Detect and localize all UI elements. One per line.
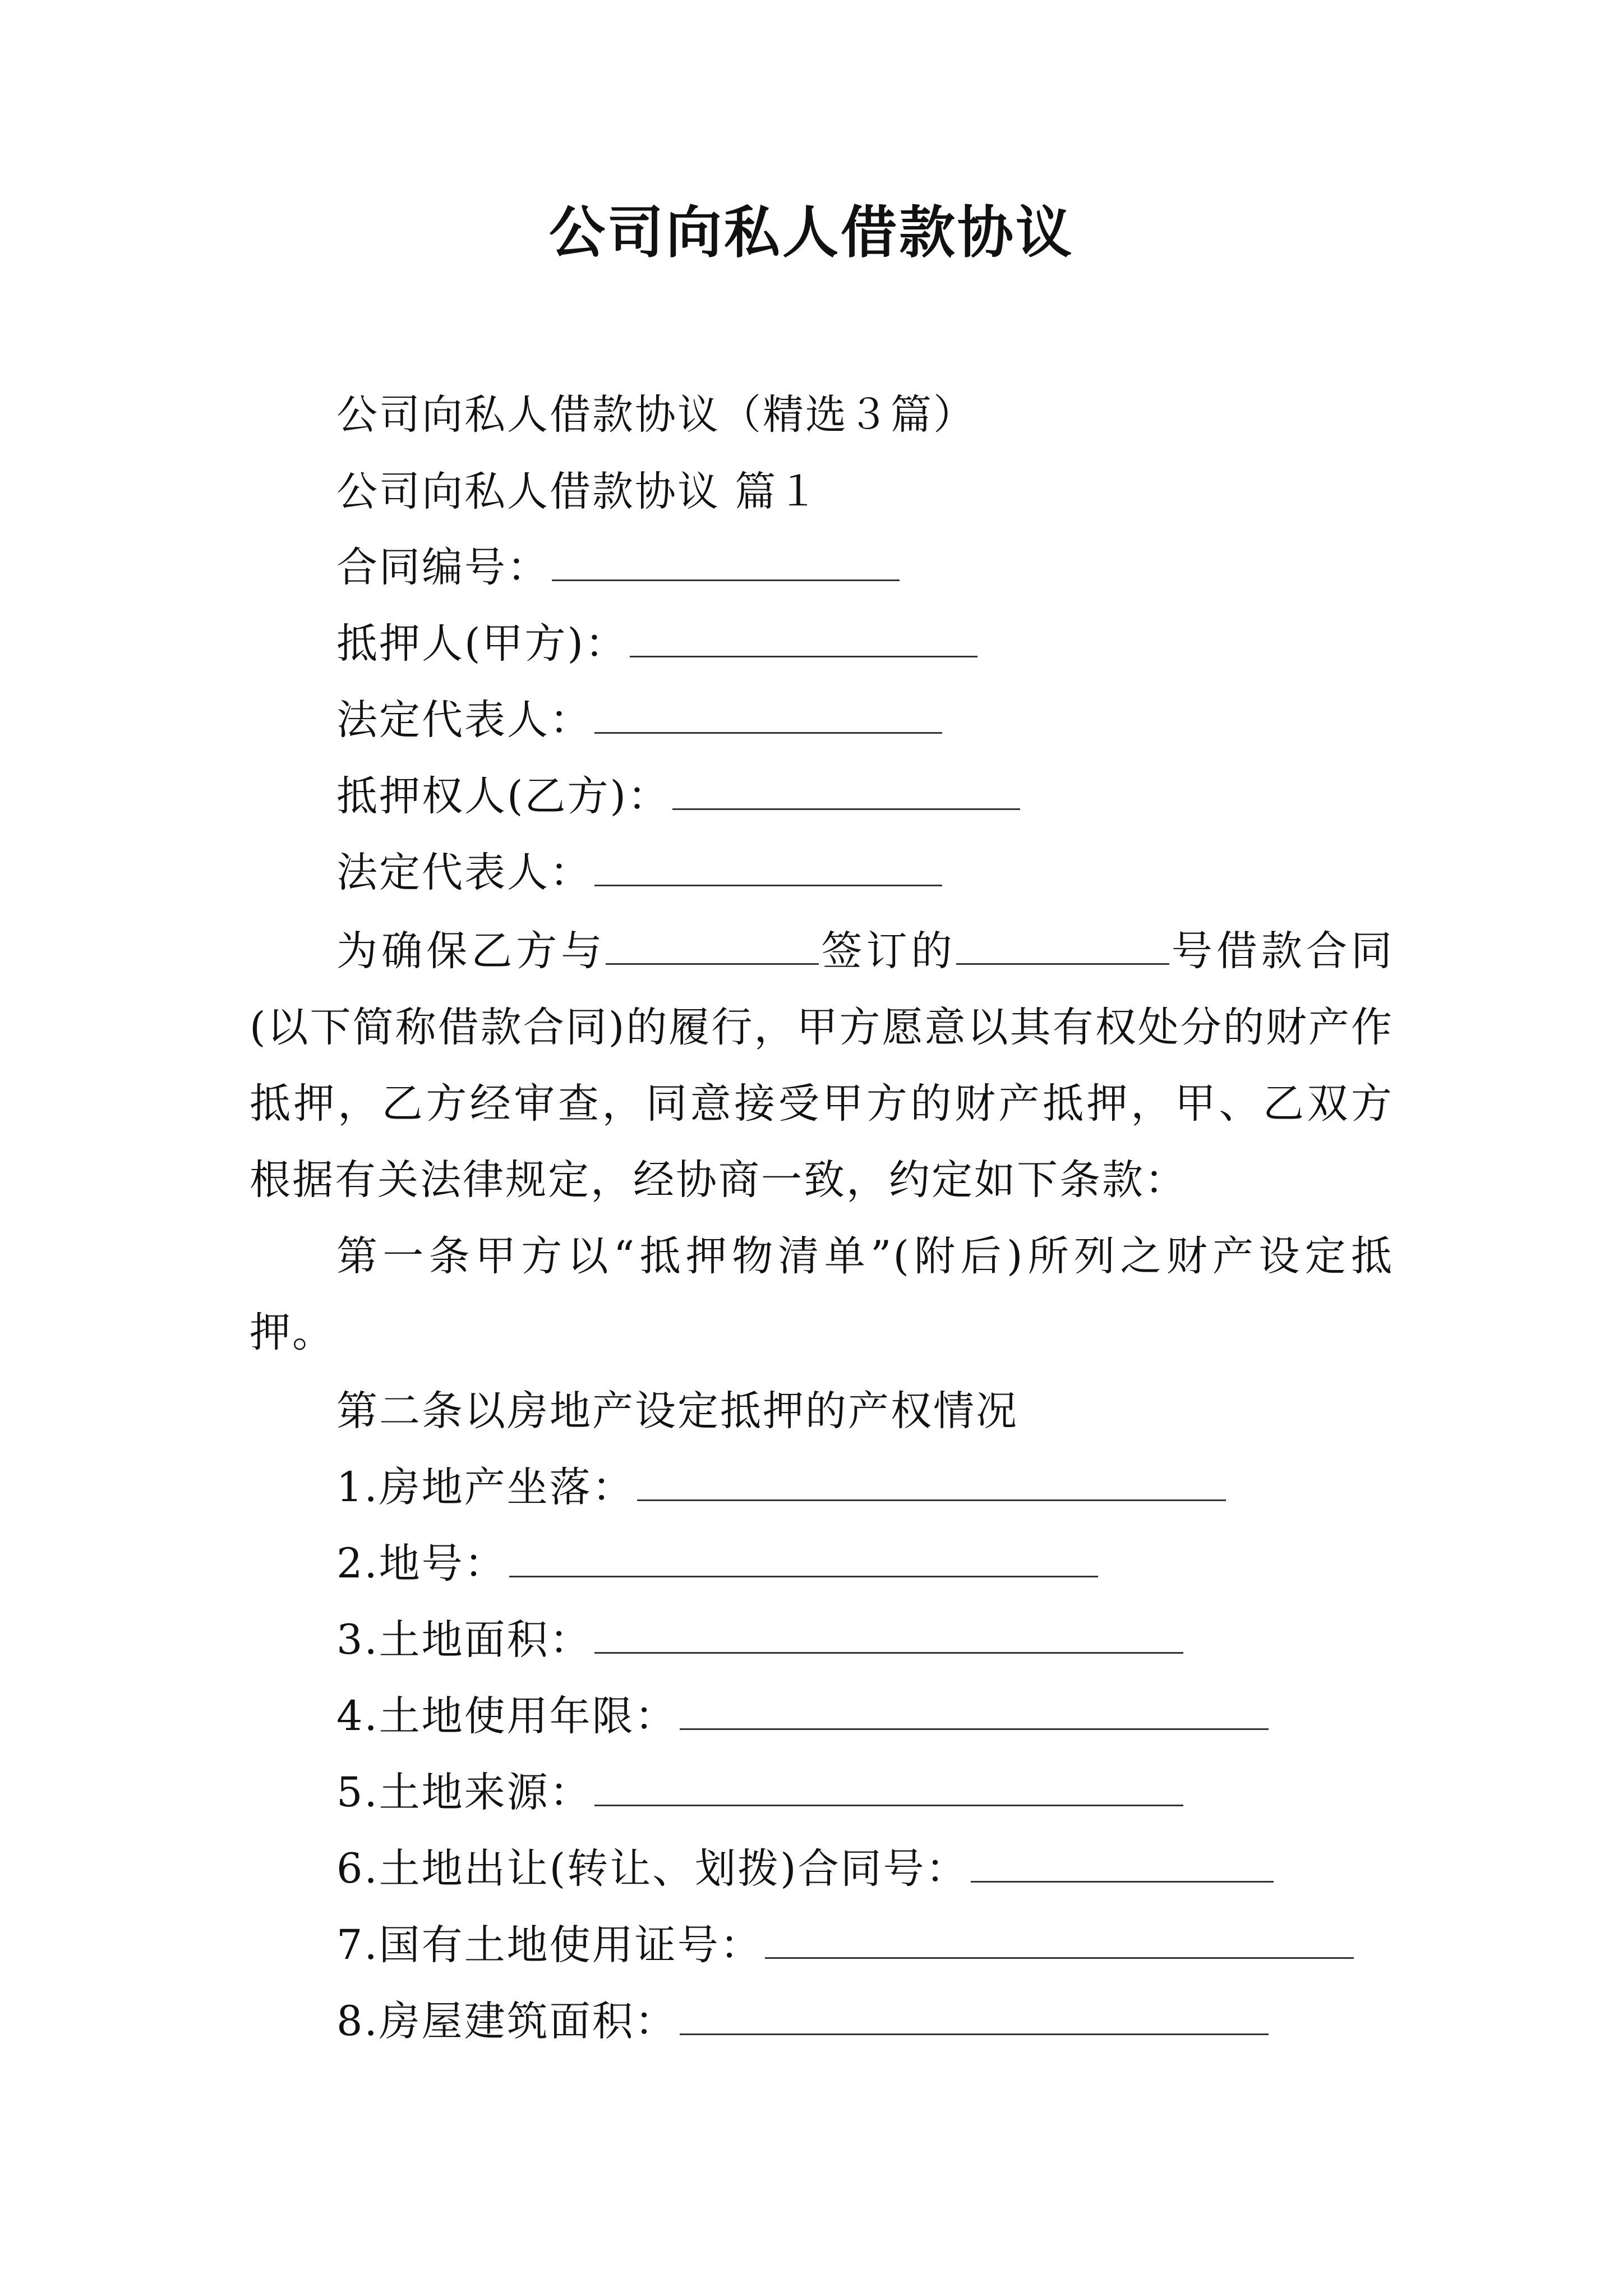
item-label: 8.房屋建筑面积： bbox=[336, 1998, 677, 2045]
fill-in-blank bbox=[552, 542, 900, 581]
fill-in-blank bbox=[594, 848, 942, 886]
item-label: 6.土地出让(转让、划拨)合同号： bbox=[336, 1845, 969, 1893]
field-legal-rep-b bbox=[336, 845, 942, 901]
item-label: 5.土地来源： bbox=[336, 1769, 592, 1816]
field-mortgagor bbox=[336, 616, 978, 672]
field-label: 法定代表人： bbox=[336, 696, 592, 744]
item-land-area bbox=[336, 1612, 1183, 1668]
field-label: 合同编号： bbox=[336, 544, 550, 591]
article-1: 第一条甲方以“抵押物清单”(附后)所列之财产设定抵押。 bbox=[250, 1232, 1394, 1356]
fill-in-blank bbox=[956, 926, 1169, 965]
fill-in-blank bbox=[680, 1996, 1269, 2035]
field-contract-number bbox=[336, 540, 900, 596]
item-lot-number bbox=[336, 1536, 1098, 1592]
item-label: 2.地号： bbox=[336, 1540, 507, 1588]
field-label: 抵押权人(乙方)： bbox=[336, 772, 670, 820]
intro-text-2: 签订的 bbox=[819, 927, 956, 975]
intro-text-1: 为确保乙方与 bbox=[336, 927, 606, 975]
fill-in-blank bbox=[672, 771, 1020, 810]
item-label: 7.国有土地使用证号： bbox=[336, 1921, 763, 1969]
fill-in-blank bbox=[594, 1615, 1183, 1654]
fill-in-blank bbox=[594, 1768, 1183, 1806]
fill-in-blank bbox=[594, 695, 942, 734]
field-mortgagee bbox=[336, 769, 1020, 825]
item-property-location bbox=[336, 1460, 1226, 1516]
field-label: 抵押人(甲方)： bbox=[336, 620, 628, 668]
article-2: 第二条以房地产设定抵押的产权情况 bbox=[336, 1387, 1018, 1435]
document-title: 公司向私人借款协议 bbox=[549, 200, 1074, 265]
section-heading: 公司向私人借款协议 篇１ bbox=[336, 468, 820, 516]
document-subtitle: 公司向私人借款协议（精选３篇） bbox=[336, 391, 976, 439]
item-land-certificate-number bbox=[336, 1917, 1354, 1973]
item-land-use-term bbox=[336, 1688, 1269, 1745]
item-label: 3.土地面积： bbox=[336, 1616, 592, 1664]
intro-text-3: 号借款合同(以下简称借款合同)的履行，甲方愿意以其有权处分的财产作抵押，乙方经审查，同意接受甲方的财产抵押，甲、乙双方根据有关法律规定，经协商一致，约定如下条款： bbox=[250, 927, 1394, 1204]
item-building-area bbox=[336, 1994, 1269, 2050]
item-label: 1.房地产坐落： bbox=[336, 1464, 635, 1511]
field-legal-rep-a bbox=[336, 692, 942, 748]
field-label: 法定代表人： bbox=[336, 849, 592, 896]
fill-in-blank bbox=[765, 1920, 1354, 1959]
fill-in-blank bbox=[606, 926, 819, 965]
item-transfer-contract-number bbox=[336, 1841, 1274, 1897]
item-label: 4.土地使用年限： bbox=[336, 1692, 677, 1740]
fill-in-blank bbox=[680, 1691, 1269, 1730]
item-land-source bbox=[336, 1765, 1183, 1821]
fill-in-blank bbox=[509, 1539, 1098, 1577]
fill-in-blank bbox=[630, 619, 978, 657]
fill-in-blank bbox=[971, 1844, 1274, 1883]
intro-paragraph bbox=[250, 913, 1394, 1218]
fill-in-blank bbox=[637, 1462, 1226, 1501]
